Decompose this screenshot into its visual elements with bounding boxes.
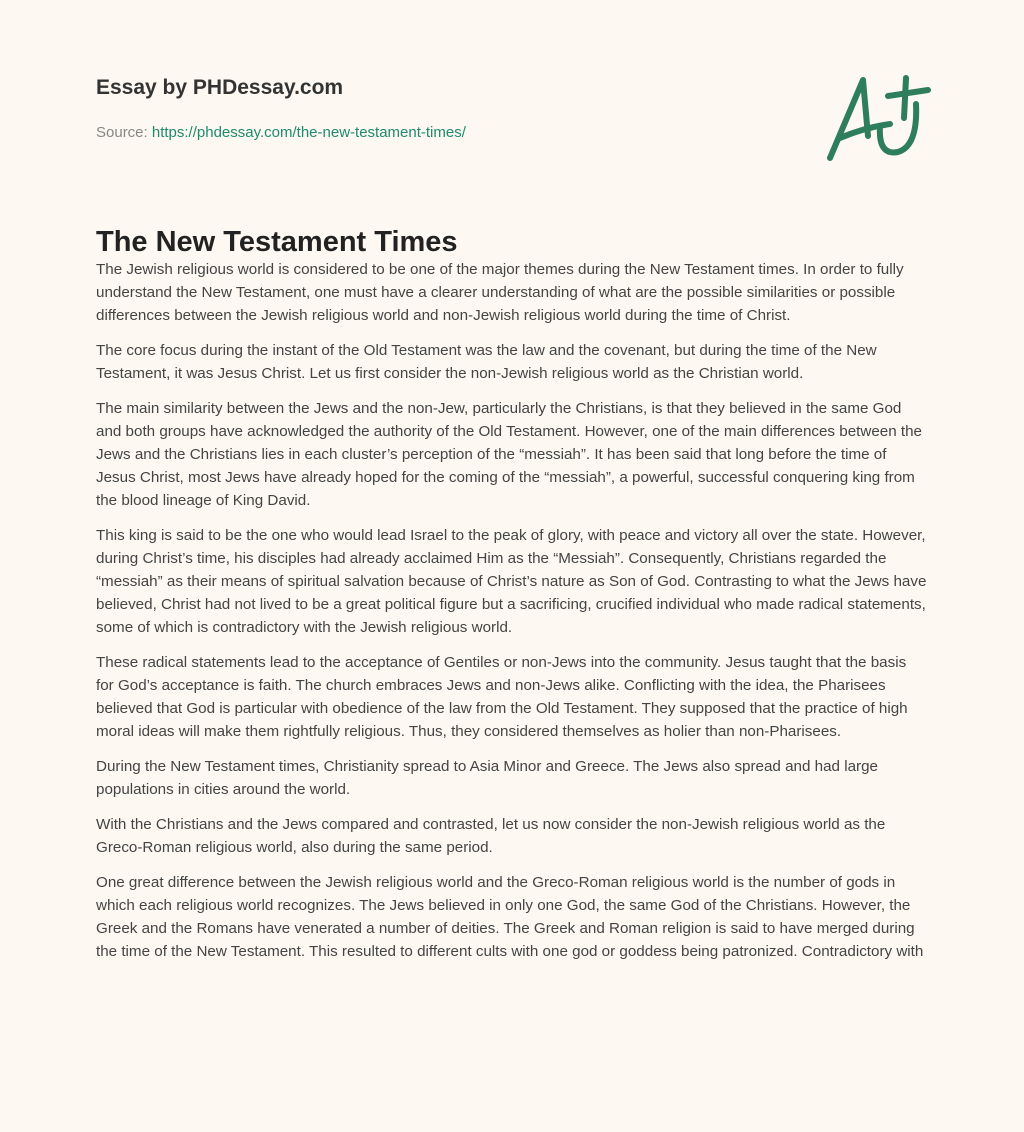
essay-body	[96, 258, 928, 975]
paragraph: This king is said to be the one who would lead Israel to the peak of glory, with peace and victory all over the state. However, during Christ’s time, his disciples had already acclaimed Him as the “Messiah”. Consequently, Christians regarded the “messiah” as their means of spiritual salvation because of Christ’s nature as Son of God. Contrasting to what the Jews have believed, Christ had not lived to be a great political figure but a sacrificing, crucified individual who made radical statements, some of which is contradictory with the Jewish religious world.	[96, 527, 927, 636]
source-label: Source:	[96, 124, 148, 141]
essay-title: The New Testament Times	[96, 226, 458, 258]
paragraph: These radical statements lead to the acceptance of Gentiles or non-Jews into the community. Jesus taught that the basis for God’s acceptance is faith. The church embraces Jews and non-Jews alike. Conflicting with the idea, the Pharisees believed that God is particular with obedience of the law from the Old Testament. They supposed that the practice of high moral ideas will make them rightfully religious. Thus, they considered themselves as holier than non-Pharisees.	[96, 654, 908, 740]
source-link[interactable]: https://phdessay.com/the-new-testament-times/	[151, 124, 466, 141]
paragraph: One great difference between the Jewish religious world and the Greco-Roman religious world is the number of gods in which each religious world recognizes. The Jews believed in only one God, the same God of the Christians. However, the Greek and the Romans have venerated a number of deities. The Greek and Roman religion is said to have merged during the time of the New Testament. This resulted to different cults with one god or goddess being patronized. Contradictory with	[96, 874, 924, 960]
paragraph: The main similarity between the Jews and the non-Jew, particularly the Christians, is that they believed in the same God and both groups have acknowledged the authority of the Old Testament. However, one of the main differences between the Jews and the Christians lies in each cluster’s perception of the “messiah”. It has been said that long before the time of Jesus Christ, most Jews have already hoped for the coming of the “messiah”, a powerful, successful conquering king from the blood lineage of King David.	[96, 400, 923, 509]
paragraph: With the Christians and the Jews compared and contrasted, let us now consider the non-Jewish religious world as the Greco-Roman religious world, also during the same period.	[96, 816, 886, 856]
paragraph: The core focus during the instant of the Old Testament was the law and the covenant, but during the time of the New Testament, it was Jesus Christ. Let us first consider the non-Jewish religious world as the Christian world.	[96, 342, 877, 382]
source-line	[96, 124, 466, 141]
paragraph: The Jewish religious world is considered to be one of the major themes during the New Testament times. In order to fully understand the New Testament, one must have a clearer understanding of what are the possible similarities or possible differences between the Jewish religious world and non-Jewish religious world during the time of Christ.	[96, 261, 904, 324]
paragraph: During the New Testament times, Christianity spread to Asia Minor and Greece. The Jews also spread and had large populations in cities around the world.	[96, 758, 878, 798]
brand-title: Essay by PHDessay.com	[96, 76, 344, 99]
a-plus-logo-icon	[818, 66, 938, 166]
